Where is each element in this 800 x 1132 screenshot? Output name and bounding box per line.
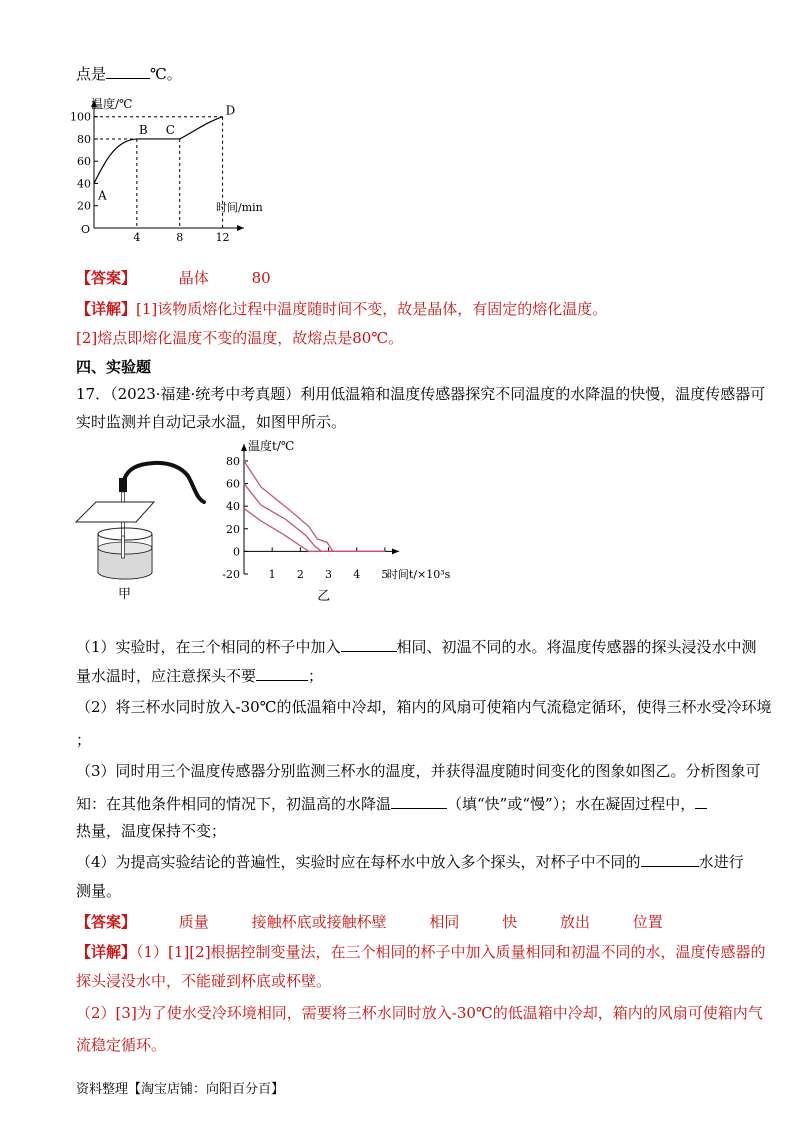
y-tick-label: 40 bbox=[77, 177, 91, 191]
answer-item: 相同 bbox=[429, 913, 460, 931]
q17-stem-line2: 实时监测并自动记录水温，如图甲所示。 bbox=[76, 413, 347, 431]
point-label-B: B bbox=[138, 122, 148, 137]
q16-answer: 【答案】 晶体 80 bbox=[76, 269, 271, 287]
q17-part1-line2: 量水温时，应注意探头不要 ； bbox=[76, 667, 324, 685]
box-lid bbox=[76, 502, 154, 522]
y-axis-label: 温度/℃ bbox=[91, 97, 133, 111]
y-tick-label: 100 bbox=[70, 110, 91, 124]
y-tick-label: -20 bbox=[222, 568, 240, 581]
x-tick-label: 4 bbox=[133, 231, 141, 244]
answer-item: 80 bbox=[251, 269, 271, 287]
y-tick-label: 0 bbox=[233, 545, 240, 559]
q17-detail-line1: 【详解】（1）[1][2]根据控制变量法，在三个相同的杯子中加入质量相同和初温不同的水，温度传感器的 bbox=[76, 943, 766, 961]
x-tick-label: 12 bbox=[215, 231, 230, 244]
cooling-curve-chart bbox=[212, 434, 462, 604]
answer-item: 质量 bbox=[178, 913, 209, 931]
q17-part3-line1: （3）同时用三个温度传感器分别监测三杯水的温度，并获得温度随时间变化的图象如图乙。分析图象可 bbox=[76, 762, 761, 780]
q17-part2-line2: ； bbox=[76, 731, 92, 749]
answer-blank bbox=[641, 851, 699, 867]
q17-part1-line1: （1）实验时，在三个相同的杯子中加入 相同、初温不同的水。将温度传感器的探头浸没水中测 bbox=[76, 638, 757, 656]
q16-detail-line1: 【详解】[1]该物质熔化过程中温度随时间不变，故是晶体，有固定的熔化温度。 bbox=[76, 300, 608, 318]
answer-item: 接触杯底或接触杯壁 bbox=[251, 913, 387, 931]
q16-fill-line: 点是 ℃。 bbox=[76, 65, 182, 83]
answer-blank bbox=[106, 63, 150, 79]
answer-blank bbox=[391, 793, 447, 809]
point-label-A: A bbox=[98, 188, 107, 203]
y-axis-arrow bbox=[241, 444, 247, 451]
q17-part3-line3: 热量，温度保持不变； bbox=[76, 822, 227, 840]
x-tick-label: 8 bbox=[176, 231, 184, 244]
x-tick-label: 4 bbox=[353, 568, 361, 581]
beaker-rim bbox=[98, 528, 152, 540]
y-tick-label: 40 bbox=[226, 500, 240, 514]
figure-yi-label: 乙 bbox=[317, 589, 331, 604]
y-axis-label: 温度t/℃ bbox=[248, 439, 295, 453]
melting-curve bbox=[94, 117, 223, 184]
answer-item: 快 bbox=[502, 913, 518, 931]
answer-item: 放出 bbox=[559, 913, 590, 931]
y-tick-label: 80 bbox=[77, 132, 91, 146]
melting-curve-chart bbox=[70, 92, 274, 244]
q17-part3-line2: 知：在其他条件相同的情况下，初温高的水降温 （填“快”或“慢”）；水在凝固过程中， bbox=[76, 793, 707, 814]
section-title: 四、实验题 bbox=[76, 358, 152, 376]
sensor-cable bbox=[124, 463, 204, 502]
q17-part4-line2: 测量。 bbox=[76, 882, 122, 900]
x-axis-label: 时间/min bbox=[216, 201, 263, 214]
x-tick-label: 1 bbox=[268, 568, 276, 581]
x-axis-arrow bbox=[237, 225, 244, 231]
y-tick-label: 20 bbox=[77, 199, 91, 213]
answer-item: 晶体 bbox=[178, 269, 209, 287]
q16-detail-line2: [2]熔点即熔化温度不变的温度，故熔点是80℃。 bbox=[76, 329, 404, 347]
y-tick-label: 60 bbox=[77, 155, 91, 169]
q17-part2-line1: （2）将三杯水同时放入-30℃的低温箱中冷却，箱内的风扇可使箱内气流稳定循环，使得三杯水受冷环境 bbox=[76, 698, 772, 716]
q17-stem-line1: 17．（2023·福建·统考中考真题）利用低温箱和温度传感器探究不同温度的水降温的快慢，温度传感器可 bbox=[76, 385, 766, 403]
x-tick-label: 5 bbox=[381, 568, 389, 581]
q17-detail-line3: （2）[3]为了使水受冷环境相同，需要将三杯水同时放入-30℃的低温箱中冷却，箱内的风扇可使箱内气 bbox=[76, 1004, 763, 1022]
y-tick-label: 20 bbox=[226, 522, 240, 536]
x-tick-label: 3 bbox=[325, 568, 333, 581]
cooling-curve-1 bbox=[244, 461, 385, 551]
x-axis-label: 时间t/×10³s bbox=[386, 568, 451, 581]
y-tick-label: 60 bbox=[226, 477, 240, 491]
y-tick-label: 80 bbox=[226, 454, 240, 468]
q17-detail-line2: 探头浸没水中，不能碰到杯底或杯壁。 bbox=[76, 972, 332, 990]
answer-blank bbox=[341, 636, 397, 652]
origin-label: O bbox=[81, 223, 91, 236]
q17-part4-line1: （4）为提高实验结论的普遍性，实验时应在每杯水中放入多个探头，对杯子中不同的 水进行 bbox=[76, 853, 744, 871]
answer-blank bbox=[256, 665, 308, 681]
x-axis-arrow bbox=[392, 548, 399, 554]
point-label-D: D bbox=[225, 103, 236, 118]
sensor-handle bbox=[119, 478, 127, 492]
point-label-C: C bbox=[165, 122, 175, 137]
answer-item: 位置 bbox=[632, 913, 663, 931]
q17-answer: 【答案】 质量 接触杯底或接触杯壁 相同 快 放出 位置 bbox=[76, 913, 663, 931]
apparatus-figure bbox=[74, 450, 214, 605]
answer-blank bbox=[695, 793, 707, 809]
figure-jia-label: 甲 bbox=[118, 587, 132, 602]
q17-detail-line4: 流稳定循环。 bbox=[76, 1036, 167, 1054]
footer-note: 资料整理【淘宝店铺：向阳百分百】 bbox=[76, 1082, 285, 1097]
cooling-curve-2 bbox=[244, 484, 385, 552]
x-tick-label: 2 bbox=[296, 568, 304, 581]
